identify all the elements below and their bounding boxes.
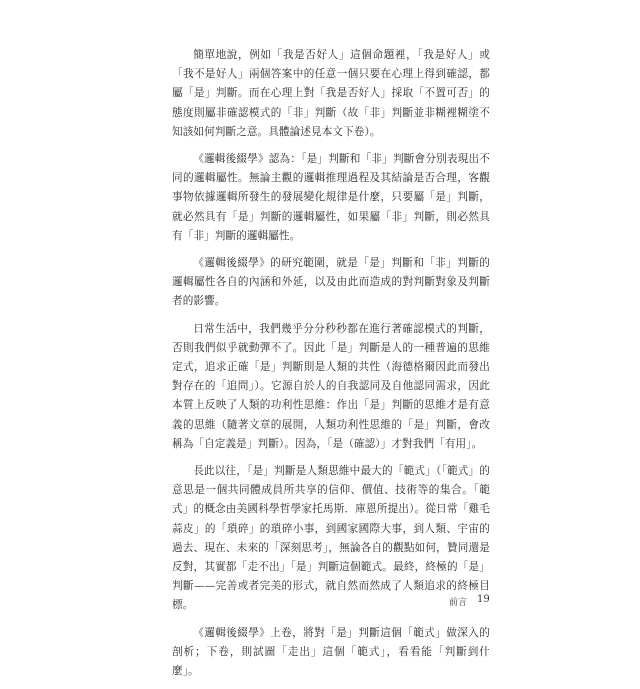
paragraph-5: 長此以往，「是」判斷是人類思維中最大的「範式」（「範式」的意思是一個共同體成員所共享的信仰、價值、技術等的集合。「範式」的概念由美國科學哲學家托馬斯．庫恩所提出）。從日常「雞毛蒜皮」的「瑣碎」的瑣碎小事，到國家國際大事，到人類、宇宙的過去、現在、未來的「深刻思考」，無論各自的觀點如何，贊同還是反對，其實都「走不出」「是」判斷這個範式。最終，終極的「是」判斷——完善或者完美的形式，就自然而然成了人類追求的終極目標。 bbox=[172, 465, 490, 612]
paragraph-4: 日常生活中，我們幾乎分分秒秒都在進行著確認模式的判斷，否則我們似乎就動彈不了。因此「是」判斷是人的一種普遍的思維定式，追求正確「是」判斷則是人類的共性（海德格爾因此而發出對存在的「追問」）。它源自於人的自我認同及自他認同需求，因此本質上反映了人類的功利性思維：作出「是」判斷的思維才是有意義的思維（隨著文章的展開，人類功利性思維的「是」判斷，會改稱為「自定義是」判斷）。因為，「是（確認）」才對我們「有用」。 bbox=[172, 322, 490, 450]
paragraph-3: 《邏輯後綴學》的研究範圍，就是「是」判斷和「非」判斷的邏輯屬性各自的內涵和外延，以及由此而造成的對判斷對象及判斷者的影響。 bbox=[172, 257, 490, 308]
paragraph-1: 簡單地說，例如「我是否好人」這個命題裡，「我是好人」或「我不是好人」兩個答案中的任意一個只要在心理上得到確認，都屬「是」判斷。而在心理上對「我是否好人」採取「不置可否」的態度則屬非確認模式的「非」判斷（故「非」判斷並非糊裡糊塗不知該如何判斷之意。具體論述見本文下卷）。 bbox=[172, 49, 490, 138]
page-number: 19 bbox=[477, 594, 490, 605]
running-footer-section: 前言 bbox=[449, 598, 468, 608]
paragraph-6: 《邏輯後綴學》上卷，將對「是」判斷這個「範式」做深入的剖析；下卷，則試圖「走出」這個「範式」，看看能「判斷到什麼」。 bbox=[172, 626, 490, 678]
body-text bbox=[172, 46, 490, 689]
paragraph-2: 《邏輯後綴學》認為：「是」判斷和「非」判斷會分別表現出不同的邏輯屬性。無論主觀的邏輯推理過程及其結論是否合理，客觀事物依據邏輯所發生的發展變化規律是什麼，只要屬「是」判斷，就必然具有「是」判斷的邏輯屬性，如果屬「非」判斷，則必然具有「非」判斷的邏輯屬性。 bbox=[172, 153, 490, 242]
